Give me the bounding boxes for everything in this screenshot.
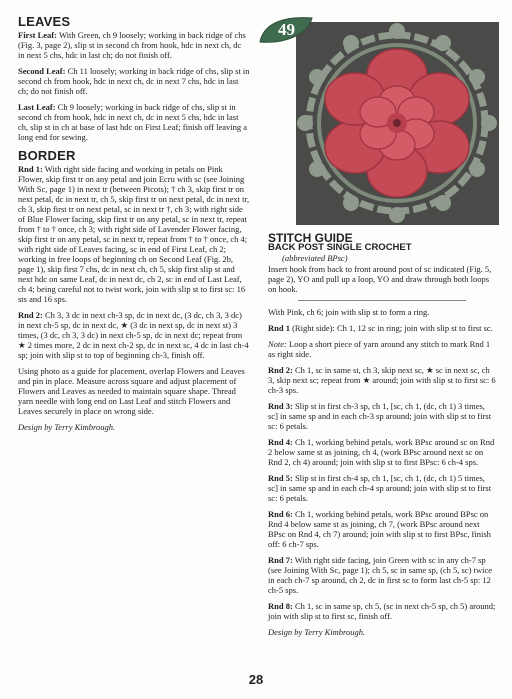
rnd6-paragraph [268,509,496,549]
last-leaf-label: Last Leaf: [18,102,56,112]
rnd5-label: Rnd 5: [268,473,293,483]
note-text: Loop a short piece of yarn around any stitch to mark Rnd 1 as right side. [268,339,491,359]
stitch-guide-title: STITCH GUIDE [268,231,353,245]
rnd7-paragraph [268,555,496,595]
stitch-guide-subtitle: BACK POST SINGLE CROCHET [268,242,412,253]
rnd7-text: With right side facing, join Green with sc in any ch-7 sp (see Joining With Sc, page 1); ch 5, sc in same sp, (ch 5, sc) twice in each ch-7 sp around, ch 2, dc in first sc to form last ch-5 sp: 12 ch-5 sps. [268,555,492,595]
divider [298,300,466,301]
right-column [268,233,496,643]
pattern-number-badge [256,14,316,46]
rnd1-text: (Right side): Ch 1, 12 sc in ring; join with slip st to first sc. [292,323,493,333]
border-rnd2-text: Ch 3, 3 dc in next ch-3 sp, dc in next dc, (3 dc, ch 3, 3 dc) in next ch-5 sp, dc in next dc, ★ (3 dc in next sp, dc in next st) 3 times, (3 dc, ch 3, 3 dc) in next ch-5 sp, dc in next dc; repeat from ★ 2 times more, 2 dc in next ch-2 sp, dc in next sc, 4 dc in last ch-4 sp; join with slip st to top of beginning ch-3, finish off. [18,310,249,360]
second-leaf-label: Second Leaf: [18,66,66,76]
assembly-paragraph: Using photo as a guide for placement, overlap Flowers and Leaves and pin in place. Measure across square and adjust placement of Flowers and Leaves as needed to maintain square shape. Thread yarn needle with long end on Last Leaf and stitch Flowers and Leaves securely in place on wrong side. [18,366,245,416]
last-leaf-paragraph [18,102,250,142]
rnd8-text: Ch 1, sc in same sp, ch 5, (sc in next ch-5 sp, ch 5) around; join with slip st to first sc, finish off. [268,601,496,621]
intro-paragraph: With Pink, ch 6; join with slip st to form a ring. [268,307,430,317]
second-leaf-text: Ch 11 loosely; working in back ridge of chs, slip st in second ch from hook, hdc in next ch, dc in next 7 chs, hdc in last ch; do not finish off. [18,66,250,96]
first-leaf-text: With Green, ch 9 loosely; working in back ridge of chs (Fig. 3, page 2), slip st in second ch from hook, hdc in next ch, dc in next 5 chs, hdc in last ch; do not finish off. [18,30,246,60]
border-rnd2-label: Rnd 2: [18,310,43,320]
border-rnd1-text: With right side facing and working in petals on Pink Flower, skip first tr on any petal and join Ecru with sc (see Joining With Sc, page 1) in next tr (between Picots); † ch 3, skip first tr on next petal, dc in next tr, ch 5, skip first tr on next petal, dc in next tr, ch 3, skip first tr on next petal, sc in next tr †, ch 3; with right side of Blue Flower facing, skip first tr on any petal, sc in next tr, repeat from † to † once, ch 3; with right side of Lavender Flower facing, skip first tr on any petal, sc in next tr, repeat from † to † once, ch 4; with right side of Leaves facing, sc in end of First Leaf, ch 2; working in free loops of beginning ch on Second Leaf (Fig. 2b, page 1), skip first 7 chs, dc in next ch, ch 5, skip first slip st and next hdc on same Leaf, dc in next dc, ch 2, sc in end of Last Leaf, ch 4; being careful not to twist work, join with slip st to first sc: 16 sts and 16 sps. [18,164,250,304]
left-column [18,14,250,438]
border-rnd1-label: Rnd 1: [18,164,43,174]
rnd5-paragraph [268,473,496,503]
rnd1-label: Rnd 1 [268,323,290,333]
rnd2-paragraph [268,365,496,395]
rnd2-text: Ch 1, sc in same st, ch 3, skip next sc, ★ sc in next sc, ch 3, skip next sc; repeat from ★ around; join with slip st to first sc: 6 ch-3 sps. [268,365,496,395]
rnd4-paragraph [268,437,496,467]
last-leaf-text: Ch 9 loosely; working in back ridge of chs, slip st in second ch from hook, hdc in next ch, dc in next 5 chs, hdc in last ch, slip st in ch at base of last hdc on First Leaf; finish off leaving a long end for sewing. [18,102,248,142]
rnd1-paragraph [268,323,496,333]
crochet-flower-image [296,22,499,225]
rnd6-text: Ch 1, working behind petals, work BPsc around BPsc on Rnd 4 below same st as joining, ch 7, (work BPsc around next BPsc on Rnd 4, ch 7) around; join with slip st to first BPsc, finish off: 6 ch-7 sps. [268,509,491,549]
rnd7-label: Rnd 7: [268,555,293,565]
first-leaf-paragraph [18,30,250,60]
note-paragraph [268,339,496,359]
pattern-number: 49 [278,20,295,39]
border-rnd2-paragraph [18,310,250,360]
rnd4-text: Ch 1, working behind petals, work BPsc around sc on Rnd 2 below same st as joining, ch 4, (work BPsc around next sc on Rnd 2, ch 4) around; join with slip st to first BPsc: 6 ch-4 sps. [268,437,495,467]
rnd2-label: Rnd 2: [268,365,293,375]
rnd5-text: Slip st in first ch-4 sp, ch 1, [sc, ch 1, (dc, ch 1) 5 times, sc] in same sp and in each ch-4 sp around; join with slip st to first sc: 6 petals. [268,473,492,503]
page-number: 28 [248,672,264,687]
rnd4-label: Rnd 4: [268,437,293,447]
second-leaf-paragraph [18,66,250,96]
border-heading: BORDER [18,148,76,163]
border-rnd1-paragraph [18,164,250,304]
stitch-guide-abbr: (abbreviated BPsc) [282,253,348,263]
rnd6-label: Rnd 6: [268,509,293,519]
rnd8-paragraph [268,601,496,621]
note-label: Note: [268,339,287,349]
rnd3-label: Rnd 3: [268,401,293,411]
stitch-guide-text: Insert hook from back to front around post of sc indicated (Fig. 5, page 2), YO and pull up a loop, YO and draw through both loops on hook. [268,264,492,294]
rnd3-paragraph [268,401,496,431]
rnd3-text: Slip st in first ch-3 sp, ch 1, [sc, ch 1, (dc, ch 1) 3 times, sc] in same sp and in each ch-3 sp around; join with slip st to first sc: 6 petals. [268,401,492,431]
first-leaf-label: First Leaf: [18,30,57,40]
pattern-credit: Design by Terry Kimbrough. [268,627,366,637]
border-credit: Design by Terry Kimbrough. [18,422,116,432]
rnd8-label: Rnd 8: [268,601,293,611]
leaves-heading: LEAVES [18,14,71,29]
flower-photo [296,22,499,225]
